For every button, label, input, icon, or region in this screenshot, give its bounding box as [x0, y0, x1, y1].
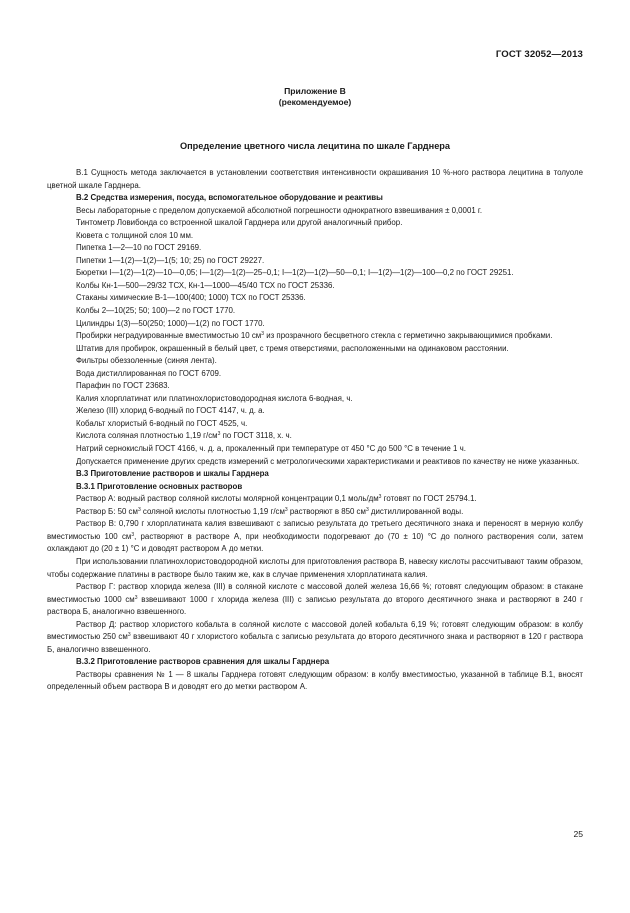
paragraph: Железо (III) хлорид 6-водный по ГОСТ 4147, ч. д. а. [76, 406, 265, 416]
section-heading: В.3.2 Приготовление растворов сравнения для шкалы Гарднера [76, 657, 330, 667]
paragraph: Бюретки I—1(2)—1(2)—10—0,05; I—1(2)—1(2)—25–0,1; I—1(2)—1(2)—50—0,1; I—1(2)—1(2)—100—0,2 по ГОСТ 29251. [76, 268, 514, 278]
standard-code: ГОСТ 32052—2013 [495, 49, 583, 60]
paragraph: Тинтометр Ловибонда со встроенной шкалой Гарднера или другой аналогичный прибор. [76, 218, 403, 228]
paragraph: Калия хлорплатинат или платинохлористоводородная кислота 6-водная, ч. [76, 393, 353, 403]
paragraph: Цилиндры 1(3)—50(250; 1000)—1(2) по ГОСТ 1770. [76, 318, 265, 328]
paragraph: Кобальт хлористый 6-водный по ГОСТ 4525, ч. [76, 418, 248, 428]
paragraph: Кювета с толщиной слоя 10 мм. [76, 230, 194, 240]
paragraph: Натрий сернокислый ГОСТ 4166, ч. д. а, прокаленный при температуре от 450 °С до 500 °С в течение 1 ч. [76, 444, 466, 454]
document-body [47, 167, 583, 694]
paragraph: Растворы сравнения № 1 — 8 шкалы Гарднера готовят следующим образом: в колбу вместимостью, указанной в таблице В.1, вносят определенный объем раствора В и доводят его до метки раствором А. [47, 669, 583, 692]
paragraph: Колбы Кн-1—500—29/32 ТСХ, Кн-1—1000—45/40 ТСХ по ГОСТ 25336. [76, 280, 335, 290]
paragraph: Пипетка 1—2—10 по ГОСТ 29169. [76, 243, 202, 253]
paragraph: Колбы 2—10(25; 50; 100)—2 по ГОСТ 1770. [76, 306, 236, 316]
paragraph: Весы лабораторные с пределом допускаемой абсолютной погрешности однократного взвешивания ± 0,0001 г. [76, 205, 483, 215]
paragraph: Раствор Д: раствор хлористого кобальта в соляной кислоте с массовой долей кобальта 6,19 %; готовят следующим образом: в колбу вместимостью 250 $см^3$ взвешивают 40 г хлористого кобальта с записью результата до второго десятичного знака и растворяют в 120 г раствора Б, аналогично взвешенного. [47, 619, 583, 654]
paragraph: Парафин по ГОСТ 23683. [76, 381, 170, 391]
paragraph: Раствор Б: 50 $см^3$ соляной кислоты плотностью 1,19 $г/см^3$ растворяют в 850 $см^3$ дистиллированной воды. [76, 506, 464, 516]
section-heading: В.2 Средства измерения, посуда, вспомогательное оборудование и реактивы [76, 193, 383, 203]
section-heading: В.3.1 Приготовление основных растворов [76, 481, 243, 491]
paragraph: Фильтры обеззоленные (синяя лента). [76, 356, 217, 366]
section-heading: В.3 Приготовление растворов и шкалы Гарднера [76, 469, 269, 479]
appendix-label: Приложение В [284, 86, 346, 96]
paragraph: Штатив для пробирок, окрашенный в белый цвет, с тремя отверстиями, расположенными на одинаковом расстоянии. [76, 343, 509, 353]
paragraph: Вода дистиллированная по ГОСТ 6709. [76, 368, 222, 378]
paragraph: В.1 Сущность метода заключается в установлении соответствия интенсивности окрашивания 10 %-ного раствора лецитина в толуоле цветной шкале Гарднера. [47, 168, 583, 190]
paragraph: Раствор Г: раствор хлорида железа (III) в соляной кислоте с массовой долей железа 16,66 %; готовят следующим образом: в стакане вместимостью 1000 $см^3$ взвешивают 1000 г хлорида железа (III) с записью результата до второго десятичного знака и растворяют в 240 г раствора Б, аналогично взвешенного. [47, 582, 584, 617]
appendix-heading [0, 86, 630, 108]
paragraph: Раствор В: 0,790 г хлорплатината калия взвешивают с записью результата до третьего десятичного знака и переносят в мерную колбу вместимостью 100 $см^3$, растворяют в растворе А, при необходимости подогревают до (70 ± 10) °С до полного растворения соли, затем охлаждают до (20 ± 1) °С и доводят раствором А до метки. [47, 519, 583, 554]
appendix-note: (рекомендуемое) [278, 97, 352, 107]
paragraph: Пробирки неградуированные вместимостью 10 $см^3$ из прозрачного бесцветного стекла с герметично закрывающимися пробками. [76, 331, 553, 341]
paragraph: При использовании платинохлористоводородной кислоты для приготовления раствора В, навеску кислоты рассчитывают таким образом, чтобы содержание платины в растворе было таким же, как в случае применения хлорплатината калия. [47, 556, 583, 579]
section-title: Определение цветного числа лецитина по шкале Гарднера [179, 141, 451, 151]
paragraph: Кислота соляная плотностью 1,19 $г/см^3$ по ГОСТ 3118, х. ч. [76, 431, 292, 441]
paragraph: Стаканы химические В-1—100(400; 1000) ТСХ по ГОСТ 25336. [76, 293, 306, 303]
paragraph: Пипетки 1—1(2)—1(2)—1(5; 10; 25) по ГОСТ 29227. [76, 255, 265, 265]
page-number: 25 [573, 829, 583, 839]
paragraph: Допускается применение других средств измерений с метрологическими характеристиками и реактивов по качеству не ниже указанных. [76, 456, 580, 466]
paragraph: Раствор А: водный раствор соляной кислоты молярной концентрации 0,1 моль/$дм^3$ готовят по ГОСТ 25794.1. [76, 494, 477, 504]
